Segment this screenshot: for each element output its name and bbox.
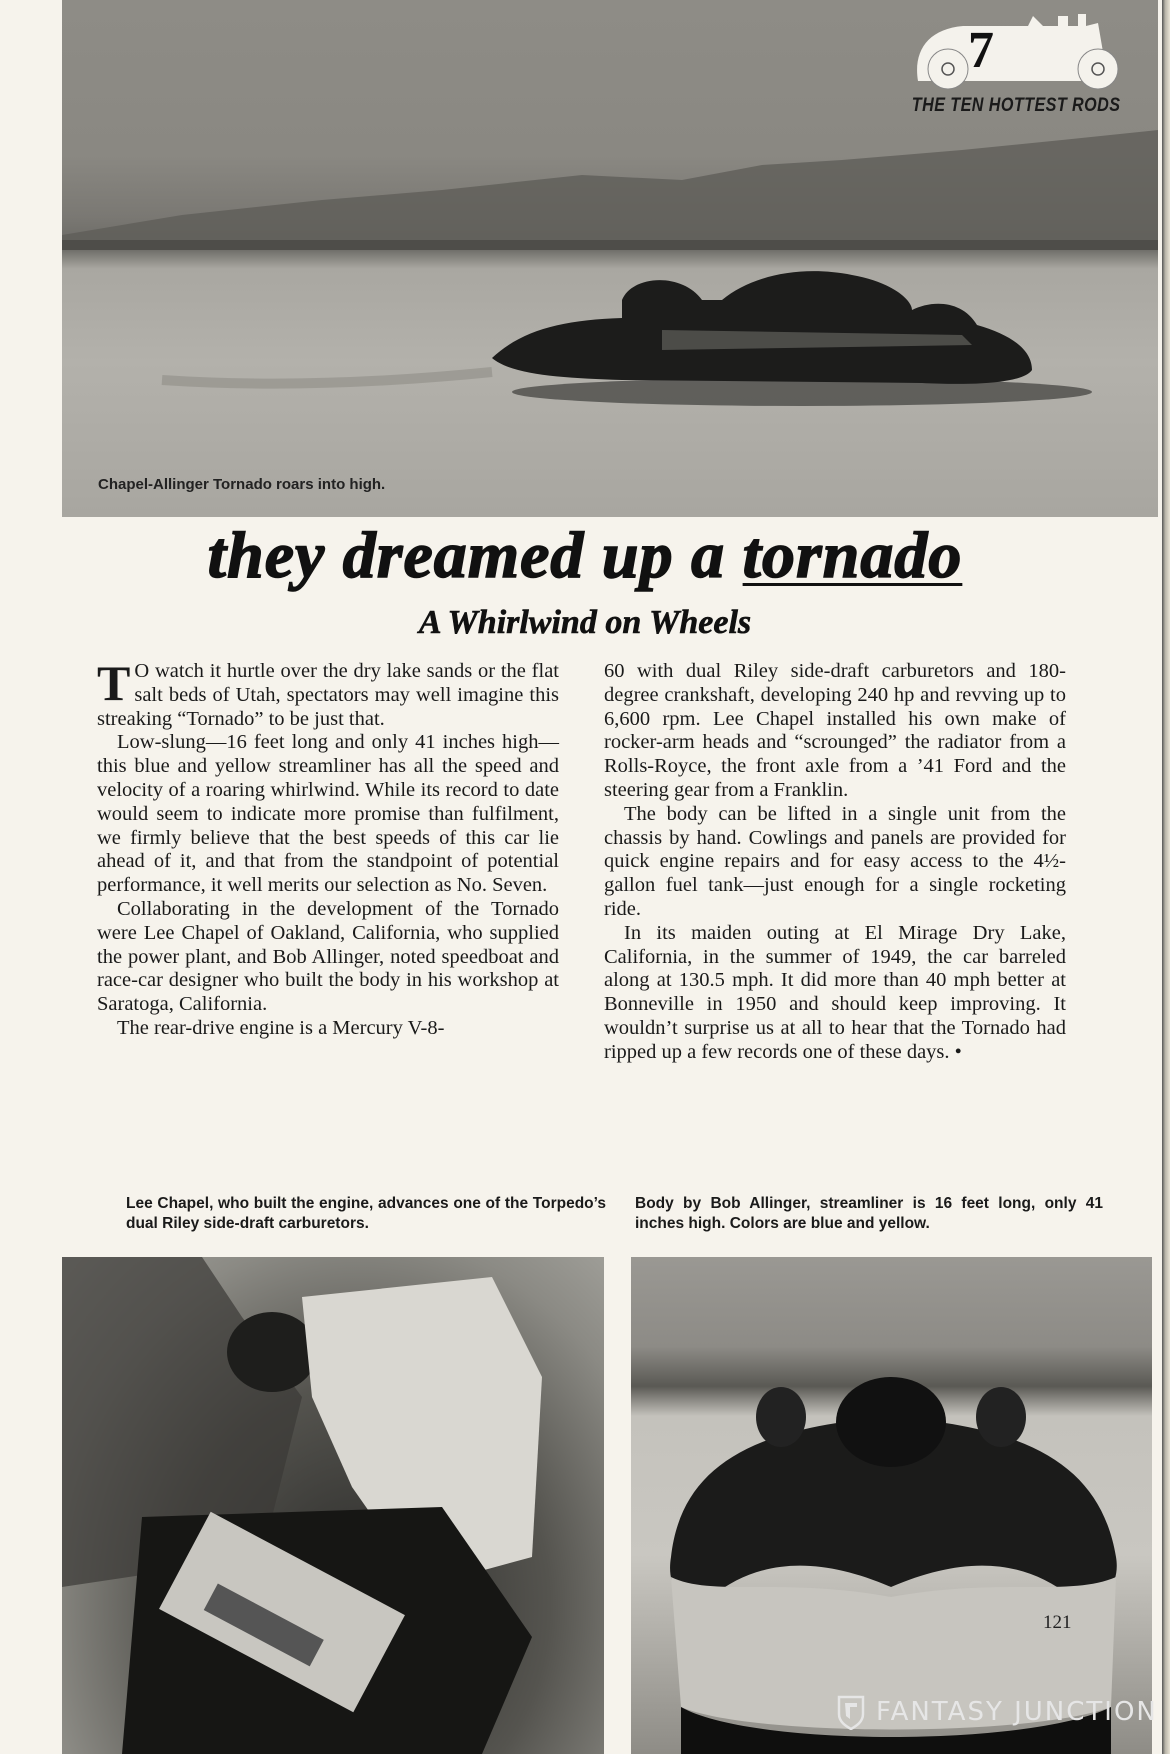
photo-lee-chapel-engine — [62, 1257, 604, 1754]
title-emphasis: tornado — [742, 519, 963, 592]
page-edge — [1162, 0, 1170, 1754]
body-paragraph: 60 with dual Riley side-draft carburetors and 180-degree crankshaft, developing 240 hp and revving up to 6,600 rpm. Lee Chapel installed his own make of rocker-arm heads and “scrounged” the radiator from a Rolls-Royce, the front axle from a ’41 Ford and the steering gear from a Franklin. — [604, 660, 1066, 801]
hot-rod-car-icon — [908, 11, 1158, 96]
photo-streamliner-front — [631, 1257, 1152, 1754]
hero-photo-caption: Chapel-Allinger Tornado roars into high. — [98, 476, 386, 493]
drop-cap: T — [97, 655, 131, 711]
article-subtitle: A Whirlwind on Wheels — [418, 604, 752, 641]
body-column-right — [604, 660, 1066, 1065]
engine-illustration — [62, 1257, 604, 1754]
series-label: THE TEN HOTTEST RODS — [911, 95, 1120, 116]
body-paragraph: The rear-drive engine is a Mercury V-8- — [117, 1016, 445, 1039]
streamliner-front-illustration — [631, 1257, 1152, 1754]
body-paragraph: In its maiden outing at El Mirage Dry Lake, California, in the summer of 1949, the car barreled along at 130.5 mph. It did more than 40 mph better at Bonneville in 1950 and should keep improving. It wouldn’t surprise us at all to hear that the Tornado had ripped up a few records one of these days. • — [604, 921, 1066, 1063]
front-photo-caption: Body by Bob Allinger, streamliner is 16 feet long, only 41 inches high. Colors are blue and yellow. — [635, 1195, 1103, 1232]
engine-photo-caption: Lee Chapel, who built the engine, advances one of the Torpedo’s dual Riley side-draft carburetors. — [126, 1195, 606, 1232]
body-paragraph: Low-slung—16 feet long and only 41 inches high—this blue and yellow streamliner has all the speed and velocity of a roaring whirlwind. While its record to date would seem to indicate more promise than fulfilment, we firmly believe that the best speeds of this car lie ahead of it, and that from the standpoint of potential performance, it well merits our selection as No. Seven. — [97, 731, 559, 897]
body-paragraph: Collaborating in the development of the Tornado were Lee Chapel of Oakland, California, who supplied the power plant, and Bob Allinger, noted speedboat and race-car designer who built the body in his workshop at Saratoga, California. — [97, 897, 559, 1016]
article-title — [0, 518, 1170, 594]
shield-logo-icon — [836, 1694, 866, 1730]
body-column-left — [97, 655, 559, 1041]
ranking-badge — [870, 11, 1120, 131]
watermark-text: FANTASY JUNCTION — [876, 1697, 1158, 1727]
title-prefix: they dreamed up a — [207, 519, 743, 592]
body-paragraph: T O watch it hurtle over the dry lake sands or the flat salt beds of Utah, spectators may well imagine this streaking “Tornado” to be just that. — [97, 655, 559, 730]
ranking-number: 7 — [968, 22, 994, 79]
page-number: 121 — [1043, 1612, 1072, 1633]
hero-photo-tornado-streamliner — [62, 0, 1158, 517]
body-paragraph: The body can be lifted in a single unit from the chassis by hand. Cowlings and panels are provided for quick engine repairs and for easy access to the 4½-gallon fuel tank—just enough for a single rocketing ride. — [604, 802, 1066, 920]
watermark — [836, 1694, 1158, 1730]
